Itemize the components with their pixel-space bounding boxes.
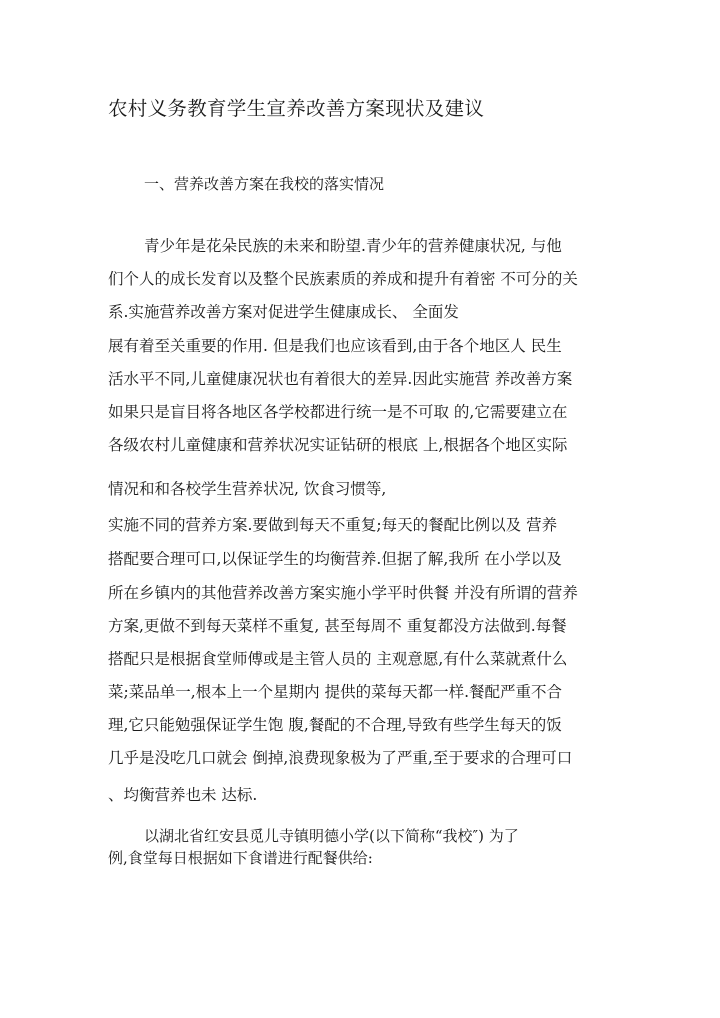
paragraph-line: 搭配要合理可口,以保证学生的均衡营养.但据了解,我所 在小学以及 <box>108 550 562 568</box>
paragraph-line: 们个人的成长发育以及整个民族素质的养成和提升有着密 不可分的关 <box>108 270 578 288</box>
paragraph-line: 情况和和各校学生营养状况, 饮食习惯等, <box>108 480 387 498</box>
paragraph-line: 青少年是花朵民族的未来和盼望.青少年的营养健康状况, 与他 <box>144 237 562 255</box>
paragraph-line: 活水平不同,儿童健康况状也有着很大的差异.因此实施营 养改善方案 <box>108 370 573 388</box>
paragraph-line: 如果只是盲目将各地区各学校都进行统一是不可取 的,它需要建立在 <box>108 403 568 421</box>
paragraph-line: 以湖北省红安县觅儿寺镇明德小学(以下简称“我校″) 为了 <box>144 827 519 845</box>
paragraph-line: 系.实施营养改善方案对促进学生健康成长、 全面发 <box>108 303 459 321</box>
paragraph-line: 、均衡营养也未 达标. <box>108 786 258 804</box>
paragraph-line: 实施不同的营养方案.要做到每天不重复;每天的餐配比例以及 营养 <box>108 516 558 534</box>
paragraph-line: 菜;菜品单一,根本上一个星期内 提供的菜每天都一样.餐配严重不合 <box>108 683 563 701</box>
paragraph-line: 例,食堂每日根据如下食谱进行配餐供给: <box>108 849 373 867</box>
paragraph-line: 几乎是没吃几口就会 倒掉,浪费现象极为了严重,至于要求的合理可口 <box>108 749 573 767</box>
document-title: 农村义务教育学生宣养改善方案现状及建议 <box>108 97 485 120</box>
paragraph-line: 搭配只是根据食堂师傅或是主管人员的 主观意愿,有什么菜就煮什么 <box>108 650 568 668</box>
paragraph-line: 方案,更做不到每天菜样不重复, 甚至每周不 重复都没方法做到.每餐 <box>108 617 567 635</box>
paragraph-line: 所在乡镇内的其他营养改善方案实施小学平时供餐 并没有所谓的营养 <box>108 584 578 602</box>
paragraph-line: 理,它只能勉强保证学生饱 腹,餐配的不合理,导致有些学生每天的饭 <box>108 716 562 734</box>
paragraph-line: 展有着至关重要的作用. 但是我们也应该看到,由于各个地区人 民生 <box>108 337 562 355</box>
section-heading: 一、营养改善方案在我校的落实情况 <box>144 175 385 193</box>
paragraph-line: 各级农村儿童健康和营养状况实证钻研的根底 上,根据各个地区实际 <box>108 436 568 454</box>
